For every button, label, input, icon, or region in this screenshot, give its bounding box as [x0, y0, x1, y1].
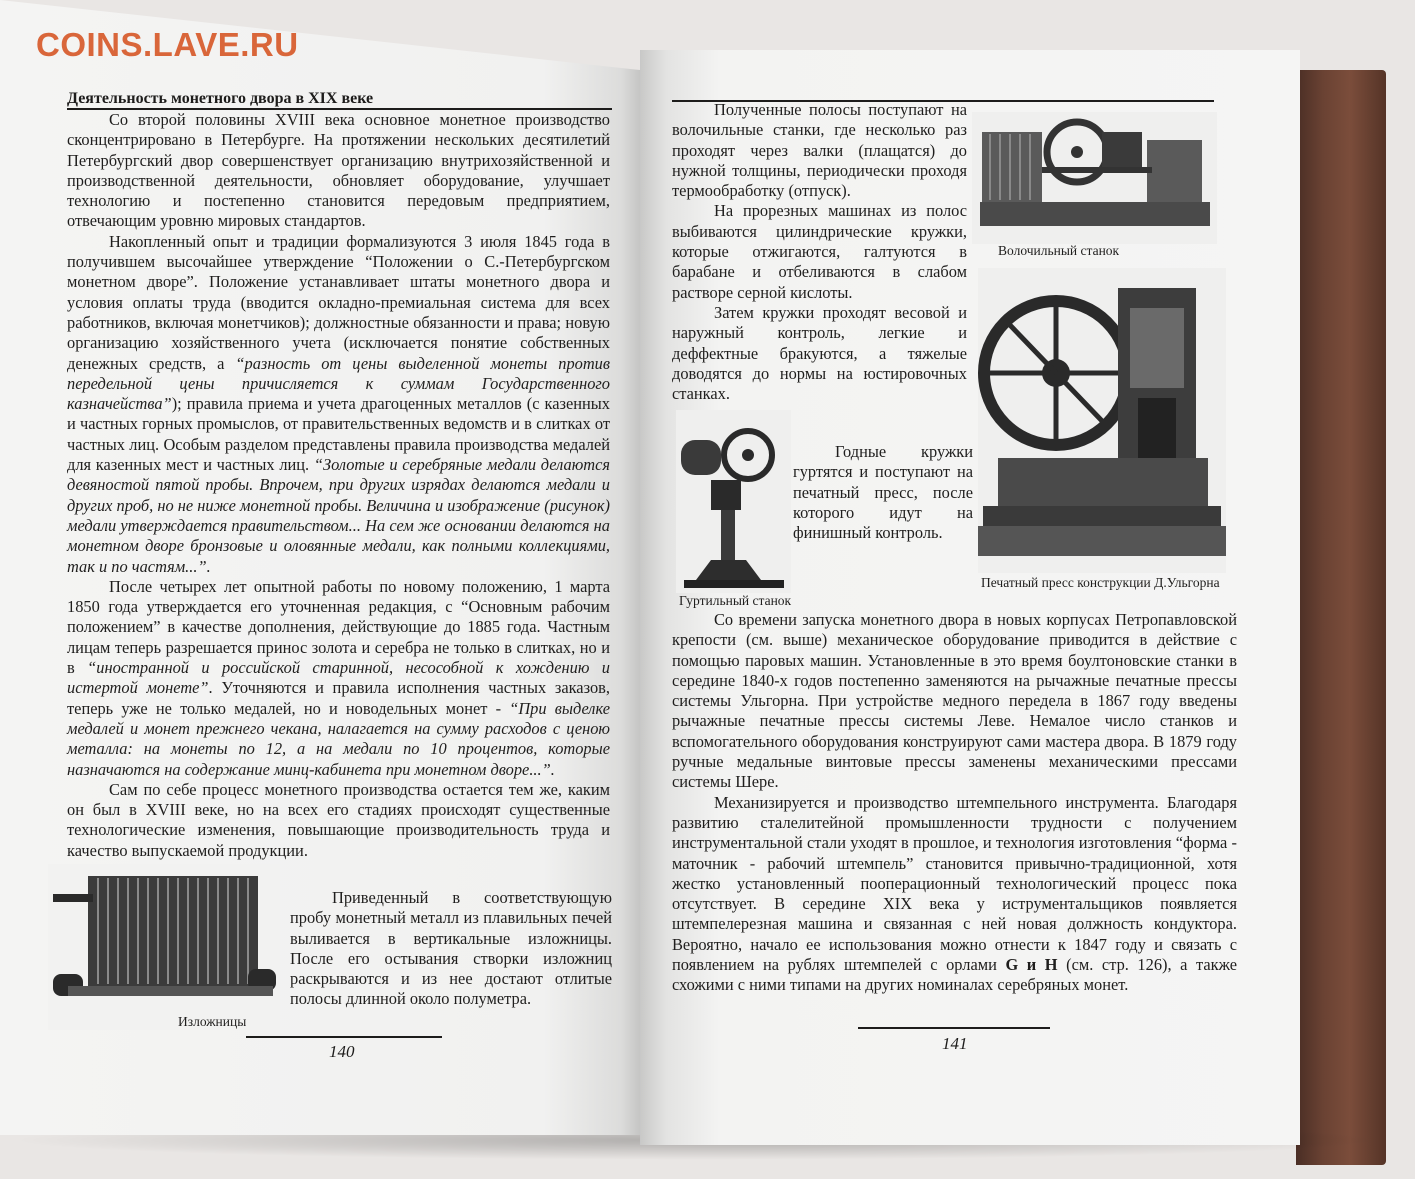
left-paragraph-3-tail: . Уточняются и правила исполнения частных заказов, теперь уже не только медалей, но и новодельных монет - [67, 678, 610, 718]
right-body-top [672, 100, 967, 404]
left-quote-4: “При выделке медалей и монет прежнего чекана, налагается на сумму расходов с ценою металла: на монеты по 12, а на медали по 10 процентов, которые назначаются на содержание минц-кабинета при монетном дворе...”. [67, 698, 610, 779]
right-page-number: 141 [942, 1034, 968, 1053]
left-paragraph-2-cont: собственных денежных средств, а [67, 333, 610, 373]
molds-illustration [48, 864, 280, 1030]
right-body-bottom [672, 610, 1237, 996]
left-body-bottom [290, 888, 612, 1010]
left-quote-1: “разность от цены выделенной монеты против передельной цены причисляется к суммам Государственного казначейства” [67, 353, 610, 414]
caption-molds: Изложницы [178, 1014, 247, 1029]
right-paragraph-4: Годные кружки гуртятся и поступают на печатный пресс, после которого идут на финишный контроль. [793, 442, 973, 543]
left-body-top [67, 110, 610, 861]
left-footer-rule [246, 1036, 442, 1038]
left-page-heading: Деятельность монетного двора в XIX веке [67, 90, 374, 107]
book-cover-edge [1296, 70, 1386, 1165]
right-paragraph-6 [672, 793, 1237, 996]
left-paragraph-1: Со второй половины XVIII века основное монетное производство сконцентрировано в Петербурге. На протяжении нескольких десятилетий Петербургский двор совершенствует организацию внутрихозяйственной и производственной деятельности, обновляет оборудование, улучшает технологию и постепенно становится передовым предприятием, отвечающим уровню мировых стандартов. [67, 110, 610, 231]
left-quote-2: “Золотые и серебряные медали делаются девяностой пятой пробы. Впрочем, при других изрядах делаются медали и других проб, но не ниже монетной пробы. Величина и изображение (рисунок) медали утверждается правительством... На сем же основании делаются на монетном дворе бронзовые и оловянные медали, как полными коллекциями, так и по частям...”. [67, 455, 610, 576]
caption-drawing-machine: Волочильный станок [998, 243, 1120, 258]
right-paragraph-2: На прорезных машинах из полос выбиваются цилиндрические кружки, которые отжигаются, галтуются в барабане и отбеливаются в слабом растворе серной кислоты. [672, 201, 967, 302]
right-paragraph-5: Со времени запуска монетного двора в новых корпусах Петропавловской крепости (см. выше) механическое оборудование приводится в действие с помощью паровых машин. Установленные в это время боултоновские станки в середине 1840-х годов постепенно заменяются на рычажные печатные прессы системы Ульгорна. При устройстве медного передела в 1867 году введены рычажные печатные прессы системы Леве. Немалое число станков и вспомогательного оборудования конструируют сами мастера двора. В 1879 году ручные медальные винтовые прессы заменены механическими прессами системы Шере. [672, 610, 1237, 792]
left-paragraph-2-text: Накопленный опыт и традиции формализуются 3 июля 1845 года в получившем высочайшее утверждение “Положении о С.-Петербургском монетном дворе”. Положение устанавливает штаты монетного двора и условия оплаты труда (вводится окладно-премиальная система для всех работников, включая монетчиков); должностные обязанности и права; новую организацию хозяйственного учета (исключается понятие [67, 231, 610, 353]
left-quote-3: “иностранной и российской старинной, несособной к хождению и истертой монете” [67, 658, 610, 698]
right-paragraph-3: Затем кружки проходят весовой и наружный контроль, легкие и деффектные бракуются, а тяжелые доводятся до нормы на юстировочных станках. [672, 302, 967, 404]
coin-press-illustration [978, 268, 1226, 573]
right-footer-rule [858, 1027, 1050, 1029]
edge-machine-illustration [676, 410, 791, 593]
left-paragraph-3 [67, 577, 610, 780]
caption-edge-machine: Гуртильный станок [679, 593, 792, 608]
left-paragraph-5: Приведенный в соответствующую пробу монетный металл из плавильных печей выливается в вертикальные изложницы. После его остывания створки изложниц раскрываются и из нее достают отлитые полосы длинной около полуметра. [290, 888, 612, 1009]
left-paragraph-2 [67, 232, 610, 577]
left-page-number: 140 [329, 1042, 355, 1061]
watermark: COINS.LAVE.RU [36, 26, 299, 63]
right-body-middle [793, 442, 973, 543]
right-eagle-letters: G и H [1005, 955, 1058, 975]
left-paragraph-3-text: После четырех лет опытной работы по новому положению, 1 марта 1850 года утверждается его уточненная редакция, с “Основным рабочим положением” в качестве дополнения, действующие до 1885 года. Частным лицам теперь разрешается принос золота и серебра не только в слитках, но и в [67, 576, 610, 678]
drawing-machine-illustration [972, 112, 1217, 244]
caption-coin-press: Печатный пресс конструкции Д.Ульгорна [981, 575, 1220, 590]
left-paragraph-4: Сам по себе процесс монетного производства остается тем же, каким он был в XVIII веке, но на всех его стадиях происходят существенные технологические изменения, повышающие производительность труда и качество выпускаемой продукции. [67, 779, 610, 860]
right-paragraph-6-tail: (см. стр. 126), а также схожими с ними типами на других номиналах серебряных монет. [672, 955, 1237, 995]
right-paragraph-6-text: Механизируется и производство штемпельного инструмента. Благодаря развитию сталелитейной промышленности трудности с получением инструментальной стали уходят в прошлое, и технология изготовления “форма - маточник - рабочий штемпель” становится привычно-традиционной, хотя жестко установленный пооперационный технологический процесс пока отсутствует. В середине XIX века у иструментальщиков появляется штемпелерезная машина и связанная с ней новая должность кондуктора. Вероятно, начало ее использования можно отнести к 1847 году и связать с появлением на рублях штемпелей с орлами [672, 792, 1237, 975]
right-paragraph-1: Полученные полосы поступают на волочильные станки, где несколько раз проходят через валки (плащатся) до нужной толщины, периодически проходя термообработку (отпуск). [672, 100, 967, 201]
left-paragraph-2-tail: ); правила приема и учета драгоценных металлов (с казенных и частных горных промыслов, от правительственных ведомств и в слитках от частных лиц. Особым разделом представлены правила производства медалей для казенных мест и частных лиц. [67, 394, 610, 475]
